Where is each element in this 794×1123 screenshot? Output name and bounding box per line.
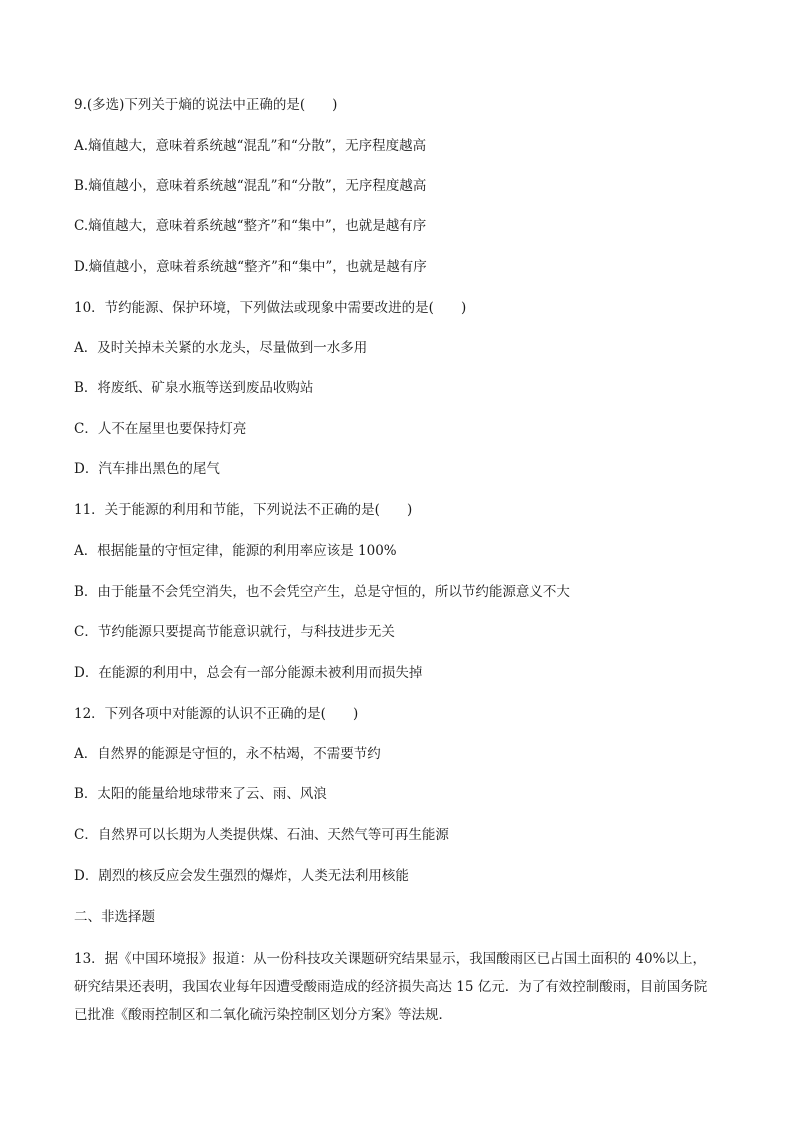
question-13-line-2: 研究结果还表明，我国农业每年因遭受酸雨造成的经济损失高达 15 亿元．为了有效控制酸雨，目前国务院: [74, 979, 708, 995]
section-heading: 二、非选择题: [74, 909, 155, 925]
question-13-line-3: 已批准《酸雨控制区和二氧化硫污染控制区划分方案》等法规．: [74, 1007, 452, 1023]
question-11-option-b: B．由于能量不会凭空消失，也不会凭空产生，总是守恒的，所以节约能源意义不大: [74, 584, 570, 600]
question-10-option-b: B．将废纸、矿泉水瓶等送到废品收购站: [74, 380, 314, 396]
question-10-stem: 10．节约能源、保护环境，下列做法或现象中需要改进的是( ): [74, 300, 467, 316]
question-12-option-a: A．自然界的能源是守恒的，永不枯竭，不需要节约: [74, 746, 381, 762]
question-10-option-a: A．及时关掉未关紧的水龙头，尽量做到一水多用: [74, 340, 368, 356]
question-11-option-d: D．在能源的利用中，总会有一部分能源未被利用而损失掉: [74, 665, 423, 681]
question-12-option-b: B．太阳的能量给地球带来了云、雨、风浪: [74, 786, 327, 802]
question-11-stem: 11．关于能源的利用和节能，下列说法不正确的是( ): [74, 502, 413, 518]
question-9-option-d: D.熵值越小，意味着系统越“整齐”和“集中”，也就是越有序: [74, 259, 427, 275]
question-11-option-c: C．节约能源只要提高节能意识就行，与科技进步无关: [74, 624, 395, 640]
question-13-text: [74, 945, 724, 1029]
question-12-option-c: C．自然界可以长期为人类提供煤、石油、天然气等可再生能源: [74, 827, 449, 843]
question-12-option-d: D．剧烈的核反应会发生强烈的爆炸，人类无法利用核能: [74, 868, 409, 884]
question-11-option-a: A．根据能量的守恒定律，能源的利用率应该是 100%: [74, 543, 397, 559]
question-12-stem: 12．下列各项中对能源的认识不正确的是( ): [74, 706, 359, 722]
question-9-option-c: C.熵值越大，意味着系统越“整齐”和“集中”，也就是越有序: [74, 218, 427, 234]
question-9-stem: 9.(多选)下列关于熵的说法中正确的是( ): [74, 97, 338, 113]
question-9-option-b: B.熵值越小，意味着系统越“混乱”和“分散”，无序程度越高: [74, 178, 427, 194]
question-9-option-a: A.熵值越大，意味着系统越“混乱”和“分散”，无序程度越高: [74, 138, 427, 154]
question-10-option-c: C．人不在屋里也要保持灯亮: [74, 421, 247, 437]
question-10-option-d: D．汽车排出黑色的尾气: [74, 461, 220, 477]
question-13-line-1: 13．据《中国环境报》报道：从一份科技攻关课题研究结果显示，我国酸雨区已占国土面积的 40%以上，: [74, 951, 706, 967]
